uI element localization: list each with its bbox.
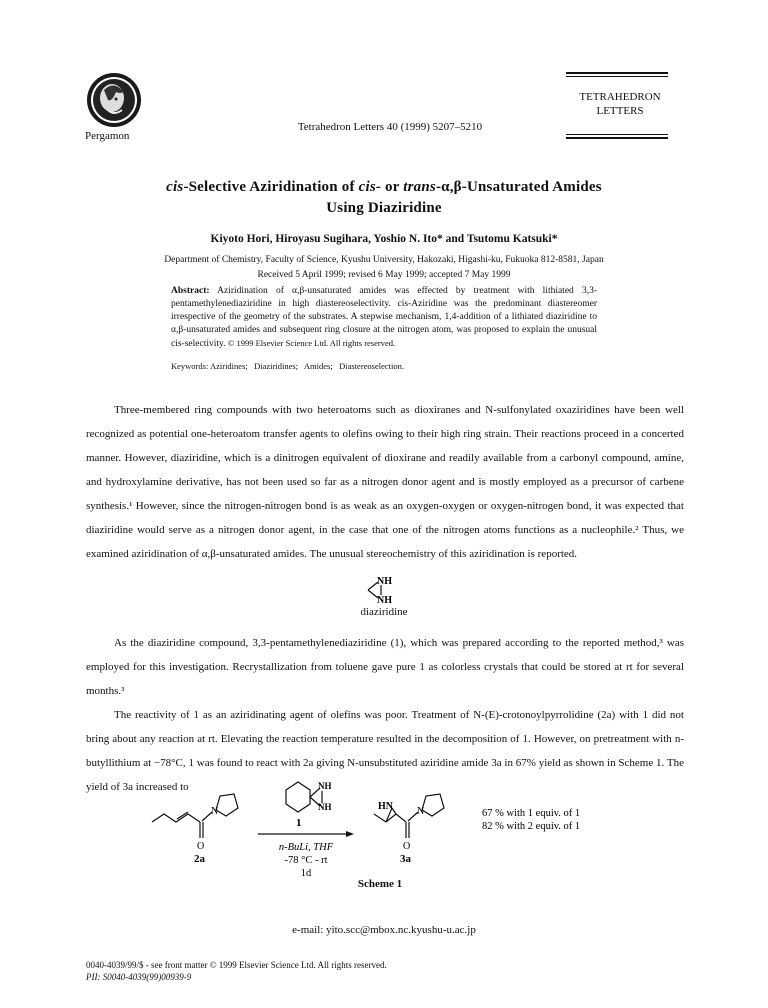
header-rule-bottom2 xyxy=(566,137,668,139)
scheme-1 xyxy=(150,778,610,888)
corresponding-email[interactable]: e-mail: yito.scc@mbox.nc.kyushu-u.ac.jp xyxy=(292,924,476,936)
reagent-nh-bottom: NH xyxy=(318,802,332,812)
scheme-caption: Scheme 1 xyxy=(357,878,403,890)
result-line-2: 82 % with 2 equiv. of 1 xyxy=(482,821,581,832)
journal-citation: Tetrahedron Letters 40 (1999) 5207–5210 xyxy=(297,121,483,133)
compound-2a-structure xyxy=(152,794,238,838)
header-rule-top xyxy=(566,72,668,74)
product-atom-HN: HN xyxy=(378,801,393,812)
reaction-arrowhead xyxy=(346,831,354,837)
product-label: 3a xyxy=(400,853,411,865)
diaziridine-nh-top: NH xyxy=(377,576,392,587)
product-atom-N: N xyxy=(417,806,425,817)
diaziridine-structure xyxy=(364,572,404,608)
diaziridine-nh-bottom: NH xyxy=(377,595,392,606)
author-list: Kiyoto Hori, Hiroyasu Sugihara, Yoshio N. Ito* and Tsutomu Katsuki* xyxy=(210,233,558,245)
abstract xyxy=(171,285,597,351)
body-paragraph-3: The reactivity of 1 as an aziridinating agent of olefins was poor. Treatment of N-(E)-crotonoylpyrrolidine (2a) with 1 did not bring about any reaction at rt. Elevating the reaction temperature resulted in the decomposition of 1. However, on pretreatment with n-butyllithium at −78°C, 1 was found to react with 2a giving N-unsubstituted aziridine amide 3a in 67% yield as shown in Scheme 1. The yield of 3a increased to xyxy=(86,709,684,793)
received-dates: Received 5 April 1999; revised 6 May 1999; accepted 7 May 1999 xyxy=(257,270,511,280)
abstract-label: Abstract: xyxy=(171,286,210,296)
result-line-1: 67 % with 1 equiv. of 1 xyxy=(482,808,581,819)
article-title xyxy=(80,177,688,219)
header-rule-top2 xyxy=(566,76,668,77)
reagent-number: 1 xyxy=(296,817,302,829)
footer-issn: 0040-4039/99/$ - see front matter © 1999 Elsevier Science Ltd. All rights reserved. xyxy=(86,960,387,970)
body-paragraph-1: Three-membered ring compounds with two heteroatoms such as dioxiranes and N-sulfonylated oxaziridines have been well recognized as potential one-heteroatom transfer agents to olefins owing to their high ring strain. Their reactions proceed in a concerted manner. However, diaziridine, which is a dinitrogen equivalent of dioxirane and readily available from a carbonyl compound, amine, and hydroxylamine derivative, has not been used so far as a nitrogen donor agent and is mostly employed as a precursor of carbene synthesis.¹ However, since the nitrogen-nitrogen bond is as weak as an oxygen-oxygen or oxygen-nitrogen bond, it was expected that diaziridine would serve as a nitrogen donor agent, in the case that one of the nitrogen atoms functions as a nucleophile.² Thus, we examined aziridination of α,β-unsaturated amides. The unusual stereochemistry of this aziridination is reported. xyxy=(86,404,684,560)
conditions-line-1: n-BuLi, THF xyxy=(278,842,334,853)
header-rule-bottom xyxy=(566,134,668,135)
sm-atom-O: O xyxy=(197,841,205,852)
keywords-text: Aziridines; Diaziridines; Amides; Diastereoselection. xyxy=(209,361,405,371)
keywords-label: Keywords: xyxy=(171,361,209,371)
abstract-copyright: © 1999 Elsevier Science Ltd. All rights reserved. xyxy=(227,338,396,348)
title-line-2: Using Diaziridine xyxy=(326,200,442,216)
reagent-1-structure xyxy=(286,782,322,812)
pergamon-logo-icon xyxy=(86,72,142,128)
diaziridine-label: diaziridine xyxy=(360,606,408,618)
sm-atom-N: N xyxy=(211,806,219,817)
conditions-line-2: -78 °C - rt xyxy=(284,855,328,866)
body-paragraph-2: As the diaziridine compound, 3,3-pentamethylenediaziridine (1), which was prepared according to the reported method,³ was employed for this investigation. Recrystallization from toluene gave pure 1 as colorless crystals that could be stored at rt for several months.³ xyxy=(86,637,684,697)
keywords xyxy=(171,361,404,371)
journal-name-line2: LETTERS xyxy=(596,105,644,117)
publisher-name: Pergamon xyxy=(85,130,130,142)
reagent-nh-top: NH xyxy=(318,781,332,791)
product-atom-O: O xyxy=(403,841,411,852)
sm-label: 2a xyxy=(194,853,205,865)
affiliation: Department of Chemistry, Faculty of Science, Kyushu University, Hakozaki, Higashi-ku, Fukuoka 812-8581, Japan xyxy=(164,255,604,265)
abstract-text: Aziridination of α,β-unsaturated amides was effected by treatment with lithiated 3,3-pentamethylenediaziridine in high diastereoselectivity. cis-Aziridine was the predominant diastereomer irrespective of the geometry of the substrates. A stepwise mechanism, 1,4-addition of a lithiated diaziridine to α,β-unsaturated amides and subsequent ring closure at the nitrogen atom, was proposed to explain the unusual cis-selectivity. xyxy=(171,286,597,349)
publisher-logo xyxy=(86,72,142,128)
conditions-line-3: 1d xyxy=(300,868,312,879)
footer-pii: PII: S0040-4039(99)00939-9 xyxy=(86,972,192,982)
journal-name-line1: TETRAHEDRON xyxy=(579,91,661,103)
title-line-1: cis-Selective Aziridination of cis- or trans-α,β-Unsaturated Amides xyxy=(166,179,602,195)
